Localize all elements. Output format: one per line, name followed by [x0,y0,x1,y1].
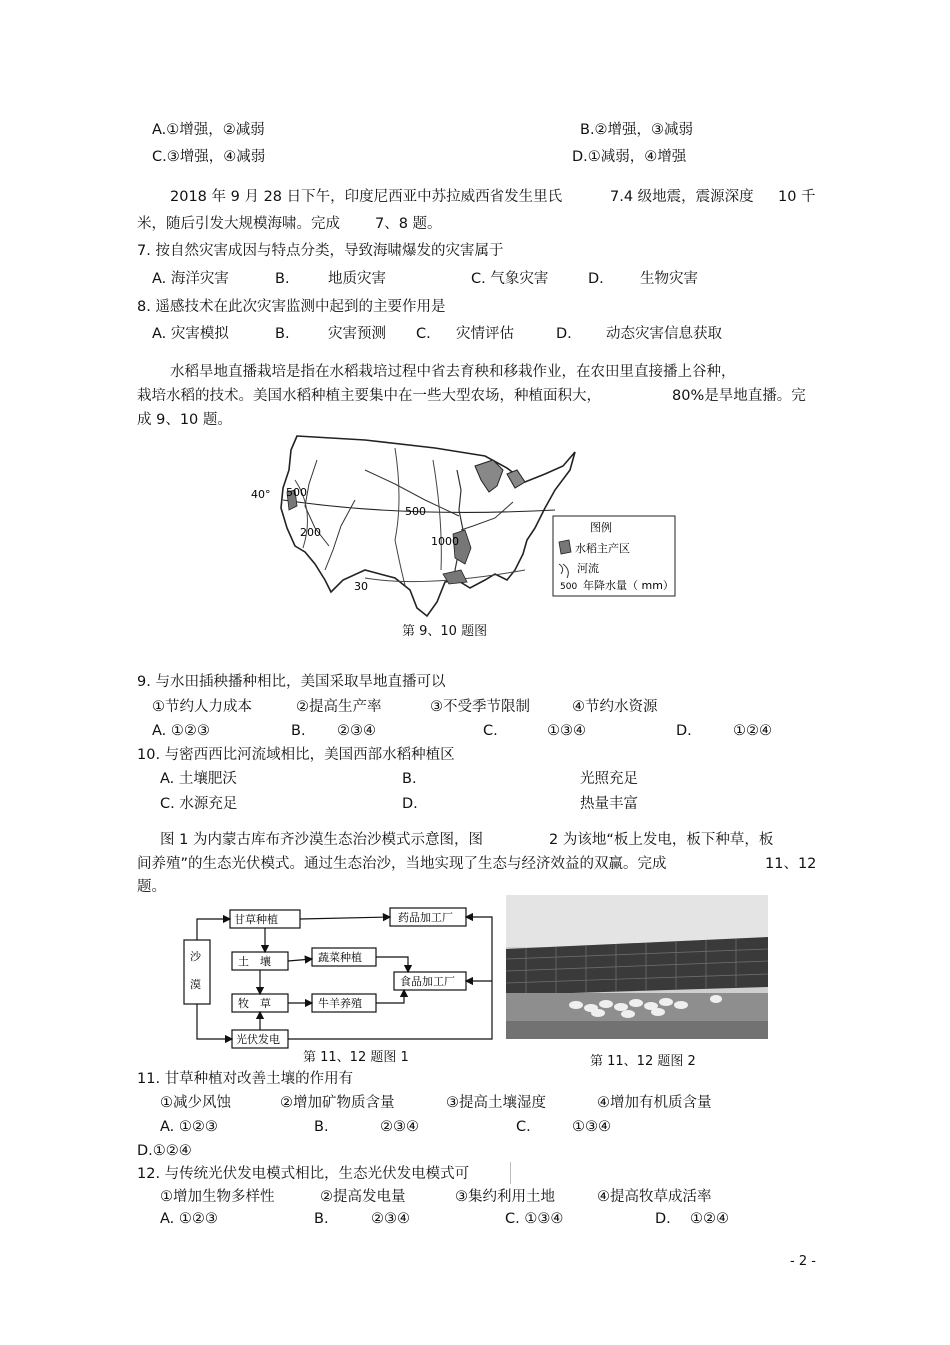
isoline-500 [395,448,405,585]
colorado-river [325,500,355,570]
intro-78-line1: 2018 年 9 月 28 日下午，印度尼西亚中苏拉威西省发生里氏 [170,189,563,205]
legend-rice-swatch [559,540,571,554]
lat-label: 40° [251,488,271,501]
q12-option-d-letter: D. [655,1211,671,1227]
q12-option-c: C. ①③④ [505,1211,564,1227]
intro-78-line2b: 7、8 题。 [375,216,442,232]
iso-500-west-label: 500 [286,486,307,499]
q7-stem: 7. 按自然灾害成因与特点分类，导致海啸爆发的灾害属于 [137,243,504,259]
q11-option-c-letter: C. [516,1119,531,1135]
q9-option-d-letter: D. [676,723,692,739]
intro-1112-line1: 图 1 为内蒙古库布齐沙漠生态治沙模式示意图，图 [160,832,483,848]
intro-1112-line2b: 11、12 [765,856,817,872]
q8-option-d-letter: D. [556,326,572,342]
isoline-1000 [433,460,441,570]
us-outline [281,436,578,616]
q12-option-b: ②③④ [371,1211,410,1227]
q9-option-c-letter: C. [483,723,498,739]
us-rice-map [245,430,685,620]
q9-option-b: ②③④ [337,723,376,739]
q8-option-a: A. 灾害模拟 [152,326,229,342]
intro-78-line1c: 10 千 [778,189,816,205]
page-number: - 2 - [790,1254,816,1269]
q7-option-b-letter: B. [275,271,290,287]
q10-option-b: 光照充足 [580,771,638,787]
legend-rice: 水稻主产区 [575,542,630,555]
q8-option-c-letter: C. [416,326,431,342]
q10-option-c: C. 水源充足 [160,796,238,812]
q11-option-a: A. ①②③ [160,1119,218,1135]
q7-option-d: 生物灾害 [640,271,698,287]
q12-item-4: ④提高牧草成活率 [597,1189,712,1205]
map-legend [553,516,675,596]
q6-option-a: A.①增强，②减弱 [152,122,265,138]
iso-30-label: 30 [354,580,368,593]
q11-stem: 11. 甘草种植对改善土壤的作用有 [137,1071,354,1087]
q7-option-d-letter: D. [588,271,604,287]
ohio-river [461,502,513,530]
q8-stem: 8. 遥感技术在此次灾害监测中起到的主要作用是 [137,299,446,315]
q12-stem: 12. 与传统光伏发电模式相比，生态光伏发电模式可 [137,1166,470,1182]
eco-flow-diagram [180,902,500,1050]
q8-option-b: 灾害预测 [328,326,386,342]
desert-label-2: 漠 [190,978,201,991]
q6-option-c: C.③增强，④减弱 [152,149,266,165]
mississippi-river [455,470,463,580]
q12-item-2: ②提高发电量 [320,1189,406,1205]
intro-1112-line1b: 2 为该地“板上发电，板下种草，板 [549,832,774,848]
iso-200-label: 200 [300,526,321,539]
iso-500-center-label: 500 [405,505,426,518]
q7-option-b: 地质灾害 [328,271,386,287]
q12-item-3: ③集约利用土地 [455,1189,555,1205]
q9-option-c: ①③④ [547,723,586,739]
legend-title: 图例 [590,521,612,534]
food-label: 食品加工厂 [400,975,455,988]
intro-910-line1: 水稻旱地直播栽培是指在水稻栽培过程中省去育秧和移栽作业，在农田里直接播上谷种， [170,364,736,380]
q9-option-a: A. ①②③ [152,723,210,739]
q10-option-d-letter: D. [402,796,418,812]
solar-sheep-photo [506,895,768,1039]
legend-precip: 年降水量（ mm） [583,579,674,592]
vegetable-label: 蔬菜种植 [318,951,362,964]
iso-1000-label: 1000 [431,535,459,548]
q10-option-b-letter: B. [402,771,417,787]
q10-option-a: A. 土壤肥沃 [160,771,237,787]
q6-option-b: B.②增强，③减弱 [580,122,694,138]
q11-item-4: ④增加有机质含量 [597,1095,712,1111]
q9-item-3: ③不受季节限制 [430,699,530,715]
q9-item-1: ①节约人力成本 [152,699,252,715]
q11-item-3: ③提高土壤湿度 [446,1095,546,1111]
cattle-label: 牛羊养殖 [318,997,362,1010]
intro-1112-line3: 题。 [137,879,166,895]
q11-option-d: D.①②④ [137,1143,192,1159]
intro-1112-line2: 间养殖”的生态光伏模式。通过生态治沙，当地实现了生态与经济效益的双赢。完成 [137,856,667,872]
q10-stem: 10. 与密西西比河流域相比，美国西部水稻种植区 [137,747,455,763]
q7-option-c: C. 气象灾害 [471,271,549,287]
q6-option-d: D.①减弱，④增强 [572,149,687,165]
q9-stem: 9. 与水田插秧播种相比，美国采取旱地直播可以 [137,674,446,690]
figure1-caption: 第 11、12 题图 1 [303,1050,409,1065]
map-caption: 第 9、10 题图 [402,624,488,639]
q12-option-d: ①②④ [690,1211,729,1227]
pharma-label: 药品加工厂 [398,911,453,924]
q9-item-2: ②提高生产率 [296,699,382,715]
q12-item-1: ①增加生物多样性 [160,1189,275,1205]
intro-78-line1b: 7.4 级地震，震源深度 [610,189,754,205]
pv-label: 光伏发电 [236,1033,280,1046]
q11-item-2: ②增加矿物质含量 [280,1095,395,1111]
legend-precip-number: 500 [560,582,578,592]
q8-option-b-letter: B. [275,326,290,342]
q8-option-d: 动态灾害信息获取 [606,326,722,342]
q9-option-d: ①②④ [733,723,772,739]
q12-divider [510,1162,511,1184]
intro-910-line2b: 80%是旱地直播。完 [672,388,806,404]
q8-option-c: 灾情评估 [456,326,514,342]
q12-option-a: A. ①②③ [160,1211,218,1227]
desert-label-1: 沙 [190,950,201,963]
q11-item-1: ①减少风蚀 [160,1095,231,1111]
licorice-label: 甘草种植 [234,913,278,926]
legend-river: 河流 [577,562,599,575]
q7-option-a: A. 海洋灾害 [152,271,229,287]
intro-910-line3: 成 9、10 题。 [137,412,232,428]
q9-option-b-letter: B. [291,723,306,739]
q10-option-d: 热量丰富 [580,796,638,812]
intro-78-line2: 米，随后引发大规模海啸。完成 [137,216,340,232]
figure2-caption: 第 11、12 题图 2 [590,1054,696,1069]
forage-label: 牧 草 [238,997,271,1010]
q9-item-4: ④节约水资源 [572,699,658,715]
q11-option-b-letter: B. [314,1119,329,1135]
intro-910-line2: 栽培水稻的技术。美国水稻种植主要集中在一些大型农场，种植面积大， [137,388,601,404]
q11-option-c: ①③④ [572,1119,611,1135]
soil-label: 土 壤 [238,955,271,968]
q11-option-b: ②③④ [380,1119,419,1135]
q12-option-b-letter: B. [314,1211,329,1227]
